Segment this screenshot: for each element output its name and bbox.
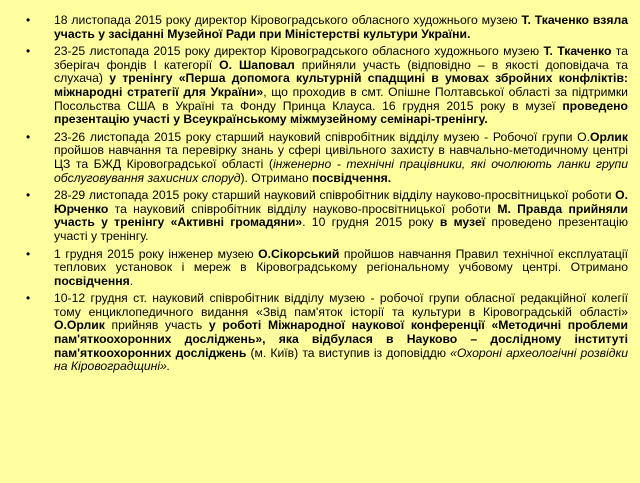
text-run: 10-12 грудня ст. науковий співробітник відділу музею - робочої групи обласної редакційної колегії тому енциклопедичного видання «Звід пам'яток історії та культури в Кіровоградській області»: [54, 291, 628, 319]
text-run: посвідчення.: [312, 170, 392, 185]
text-run: .: [129, 273, 134, 288]
text-run: пройшов навчання та перевірку знань у сфері цивільного захисту в навчально-методичному центрі ЦЗ та БЖД Кіровоградської області (: [54, 143, 628, 171]
text-run: та зберігач фондів І категорії: [54, 44, 629, 72]
text-run: інженерно - технічні працівники, які очолюють ланки групи обслуговування захисних споруд: [54, 156, 628, 185]
text-run: (м. Київ) та виступив із доповіддю: [246, 345, 451, 360]
text-run: «Охороні археологічні розвідки на Кіровоградщині».: [54, 345, 628, 374]
text-run: посвідчення: [54, 273, 130, 288]
bullet-icon: •: [26, 13, 31, 27]
bullet-icon: •: [26, 44, 31, 59]
bullet-list: [26, 14, 628, 374]
text-run: 23-25 листопада 2015 року директор Кіровоградського обласного художнього музею: [54, 44, 544, 59]
text-run: у роботі Міжнародної наукової конференції «Методичні проблеми пам'яткоохоронних досліджень», яка відбулася в Науково – дослідному інституті пам'яткоохоронних досліджень: [54, 318, 628, 360]
text-run: О. Юрченко: [54, 188, 628, 216]
text-run: та науковий співробітник відділу науково-просвітницької роботи: [108, 201, 498, 216]
text-run: Т. Ткаченко: [543, 44, 612, 59]
list-item: [26, 248, 628, 289]
text-run: проведено презентацію участі у тренінгу.: [54, 215, 628, 243]
item-text: [54, 291, 628, 373]
text-run: О. Шаповал: [219, 57, 295, 72]
text-run: 1 грудня 2015 року інженер музею: [54, 246, 259, 261]
text-run: прийняв участь: [104, 318, 209, 333]
text-run: Т. Ткаченко взяла участь у засіданні Музейної Ради при Міністерстві культури України.: [54, 13, 629, 41]
item-text: [54, 247, 628, 288]
bullet-icon: •: [26, 291, 31, 306]
item-text: [54, 13, 628, 41]
item-text: [54, 188, 628, 243]
text-run: М. Правда прийняли участь у тренінгу «Активні громадяни»: [54, 201, 628, 230]
list-item: [26, 189, 628, 243]
text-run: в музеї: [439, 215, 486, 230]
list-item: [26, 14, 628, 41]
text-run: , що проходив в смт. Опішне Полтавської області за підтримки Посольства США в Україні та Фонду Принца Клауса. 16 грудня 2015 року в музеї: [54, 84, 628, 113]
bullet-icon: •: [26, 129, 31, 144]
list-item: [26, 45, 628, 127]
item-text: [54, 44, 628, 126]
text-run: О.Орлик: [54, 318, 105, 333]
text-run: прийняли участь (відповідно – в якості доповідача та слухача): [54, 57, 628, 86]
item-text: [54, 130, 628, 185]
bullet-icon: •: [26, 246, 31, 261]
bullet-icon: •: [26, 188, 31, 203]
text-run: пройшов навчання Правил технічної експлуатації теплових установок і мереж в Кіровоградському регіональному учбовому центрі. Отримано: [54, 246, 628, 275]
text-run: 23-26 листопада 2015 року старший науковий співробітник відділу музею - Робочої групи О.: [54, 129, 591, 144]
list-item: [26, 131, 628, 185]
text-run: у тренінгу «Перша допомога культурній спадщині в умовах збройних конфліктів: міжнародні стратегії для України»: [54, 71, 628, 99]
text-run: проведено презентацію участі у Всеукраїнському міжмузейному семінарі-тренінгу.: [54, 98, 628, 127]
text-run: ). Отримано: [240, 170, 312, 185]
text-run: 18 листопада 2015 року директор Кіровоградського обласного художнього музею: [54, 13, 522, 27]
text-run: О.Сікорський: [258, 246, 340, 261]
text-run: 28-29 листопада 2015 року старший науковий співробітник відділу науково-просвітницької роботи: [54, 188, 616, 203]
text-run: . 10 грудня 2015 року: [302, 215, 440, 230]
text-run: Орлик: [590, 129, 628, 144]
list-item: [26, 292, 628, 374]
